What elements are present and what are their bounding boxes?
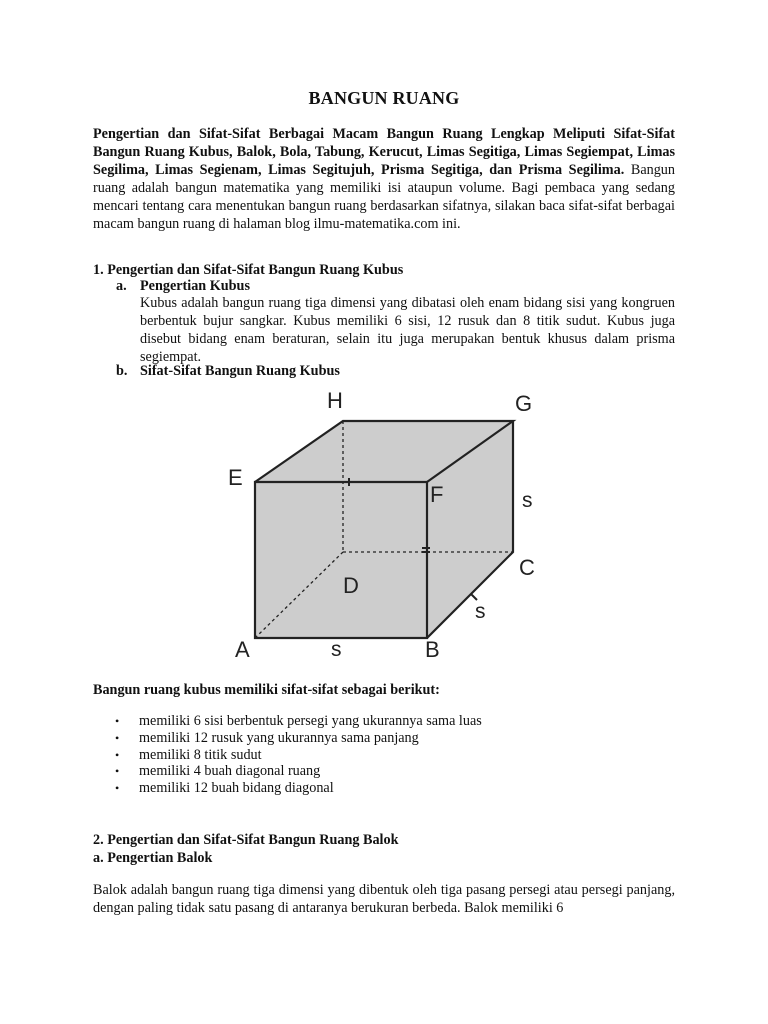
vertex-label-h: H [327, 388, 343, 413]
section2-heading: 2. Pengertian dan Sifat-Sifat Bangun Ruang Balok [93, 832, 399, 848]
side-label-diagonal: s [475, 600, 486, 623]
cube-diagram [225, 384, 545, 666]
sub-a-marker: a. [116, 278, 127, 294]
section1-sub-a [116, 277, 250, 295]
kubus-definition: Kubus adalah bangun ruang tiga dimensi yang dibatasi oleh enam bidang sisi yang kongruen berbentuk bujur sangkar. Kubus memiliki 6 sisi, 12 rusuk dan 8 titik sudut. Kubus juga disebut bidang enam beraturan, selain itu juga merupakan bentuk khusus dalam prisma segiempat. [140, 295, 675, 365]
list-item [93, 713, 675, 730]
bullet-icon: • [115, 781, 120, 796]
vertex-label-g: G [515, 391, 533, 416]
section2-sub-a: a. Pengertian Balok [93, 850, 213, 866]
properties-list [93, 713, 675, 797]
bullet-icon: • [115, 764, 120, 779]
list-item [93, 780, 675, 797]
vertex-label-e: E [228, 465, 243, 490]
list-item-text: memiliki 8 titik sudut [139, 746, 262, 763]
vertex-label-b: B [425, 637, 440, 662]
page-title: BANGUN RUANG [308, 88, 460, 108]
vertex-label-f: F [430, 482, 444, 507]
bullet-icon: • [115, 714, 120, 728]
vertex-label-c: C [519, 555, 535, 580]
vertex-label-d: D [343, 573, 359, 598]
cube-front-face [255, 482, 427, 638]
balok-definition: Balok adalah bangun ruang tiga dimensi yang dibentuk oleh tiga pasang persegi atau persegi panjang, dengan paling tidak satu pasang di antaranya berukuran berbeda. Balok memiliki 6 [93, 882, 675, 916]
sub-b-label: Sifat-Sifat Bangun Ruang Kubus [140, 363, 340, 379]
sub-b-marker: b. [116, 363, 128, 379]
list-item-text: memiliki 12 rusuk yang ukurannya sama panjang [139, 729, 419, 746]
list-item-text: memiliki 6 sisi berbentuk persegi yang ukurannya sama luas [139, 713, 482, 729]
side-label-bottom: s [331, 638, 342, 661]
properties-intro: Bangun ruang kubus memiliki sifat-sifat sebagai berikut: [93, 682, 440, 698]
list-item [93, 747, 675, 764]
bullet-icon: • [115, 730, 120, 745]
section1-heading: 1. Pengertian dan Sifat-Sifat Bangun Ruang Kubus [93, 262, 404, 278]
list-item [93, 763, 675, 780]
sub-a-label: Pengertian Kubus [140, 278, 250, 294]
intro-paragraph [93, 125, 675, 233]
vertex-label-a: A [235, 637, 250, 662]
list-item [93, 730, 675, 747]
bullet-icon: • [115, 747, 120, 762]
side-label-right: s [522, 489, 533, 512]
list-item-text: memiliki 12 buah bidang diagonal [139, 780, 334, 797]
list-item-text: memiliki 4 buah diagonal ruang [139, 763, 321, 780]
intro-bold-text: Pengertian dan Sifat-Sifat Berbagai Macam Bangun Ruang Lengkap Meliputi Sifat-Sifat Bangun Ruang Kubus, Balok, Bola, Tabung, Kerucut, Limas Segitiga, Limas Segiempat, Limas Segilima, Limas Segienam, Limas Segitujuh, Prisma Segitiga, dan Prisma Segilima. [93, 126, 675, 178]
section1-sub-b [116, 362, 340, 380]
intro-normal-text: Bangun ruang adalah bangun matematika yang memiliki isi ataupun volume. Bagi pembaca yang sedang mencari tentang cara menentukan bangun ruang berdasarkan sifatnya, silakan baca sifat-sifat berbagai macam bangun ruang di halaman blog ilmu-matematika.com ini. [93, 162, 675, 232]
